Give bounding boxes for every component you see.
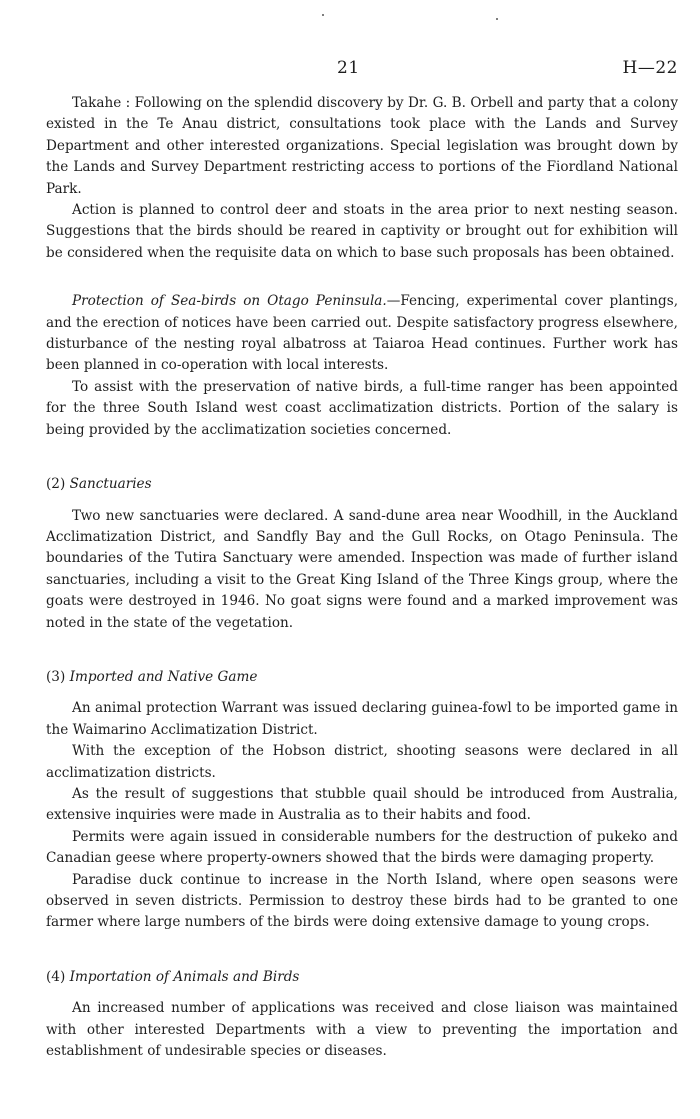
game-paragraph-3: As the result of suggestions that stubble quail should be introduced from Australia, extensive inquiries were made in Australia as to their habits and food. [46, 785, 678, 824]
game-paragraph-1: An animal protection Warrant was issued declaring guinea-fowl to be imported game in the Waimarino Acclimatization District. [46, 700, 678, 738]
section-number: (2) [46, 476, 66, 493]
game-heading [46, 667, 678, 688]
sanctuaries-heading [46, 474, 678, 495]
section-title: Sanctuaries [69, 476, 152, 493]
sanctuaries-paragraph-1: Two new sanctuaries were declared. A sand-dune area near Woodhill, in the Auckland Acclimatization District, and Sandfly Bay and the Gull Rocks, on Otago Peninsula. The boundaries of the Tutira Sanctuary were amended. Inspection was made of further island sanctuaries, including a visit to the Great King Island of the Three Kings group, where the goats were destroyed in 1946. No goat signs were found and a marked improvement was noted in the state of the vegetation. [46, 507, 678, 631]
seabirds-paragraph-1 [46, 291, 678, 377]
importation-paragraph-1: An increased number of applications was received and close liaison was maintained with other interested Departments with a view to preventing the importation and establishment of undesirable species or diseases. [46, 1000, 678, 1060]
game-paragraph-2: With the exception of the Hobson district, shooting seasons were declared in all acclimatization districts. [46, 743, 678, 781]
document-body [46, 93, 678, 1062]
scan-speck [496, 18, 498, 20]
game-paragraph-5: Paradise duck continue to increase in the North Island, where open seasons were observed in seven districts. Permission to destroy these birds had to be granted to one farmer where large numbers of the birds were doing extensive damage to young crops. [46, 871, 678, 931]
takahe-paragraph-1: Takahe : Following on the splendid discovery by Dr. G. B. Orbell and party that a colony existed in the Te Anau district, consultations took place with the Lands and Survey Department and other interested organizations. Special legislation was brought down by the Lands and Survey Department restricting access to portions of the Fiordland National Park. [46, 95, 678, 197]
seabirds-paragraph-2: To assist with the preservation of native birds, a full-time ranger has been appointed for the three South Island west coast acclimatization districts. Portion of the salary is being provided by the acclimatization societies concerned. [46, 378, 678, 438]
seabirds-title: Protection of Sea-birds on Otago Peninsula. [72, 293, 387, 310]
page-header [0, 58, 700, 82]
page-number: 21 [337, 58, 360, 78]
importation-heading [46, 967, 678, 988]
takahe-paragraph-2: Action is planned to control deer and stoats in the area prior to next nesting season. Suggestions that the birds should be reared in captivity or brought out for exhibition will be considered when the requisite data on which to base such proposals has been obtained. [46, 202, 678, 261]
section-title: Importation of Animals and Birds [69, 968, 300, 985]
game-paragraph-4: Permits were again issued in considerable numbers for the destruction of pukeko and Canadian geese where property-owners showed that the birds were damaging property. [46, 828, 678, 867]
document-reference: H—22 [622, 58, 678, 78]
scan-speck [322, 14, 324, 16]
seabirds-paragraph-1-text: —Fencing, experimental cover plantings, and the erection of notices have been carried out. Despite satisfactory progress elsewhere, disturbance of the nesting royal albatross at Taiaroa Head continues. Further work has been planned in co-operation with local interests. [46, 293, 679, 374]
section-title: Imported and Native Game [69, 668, 258, 685]
section-number: (4) [46, 968, 66, 985]
section-number: (3) [46, 668, 66, 685]
